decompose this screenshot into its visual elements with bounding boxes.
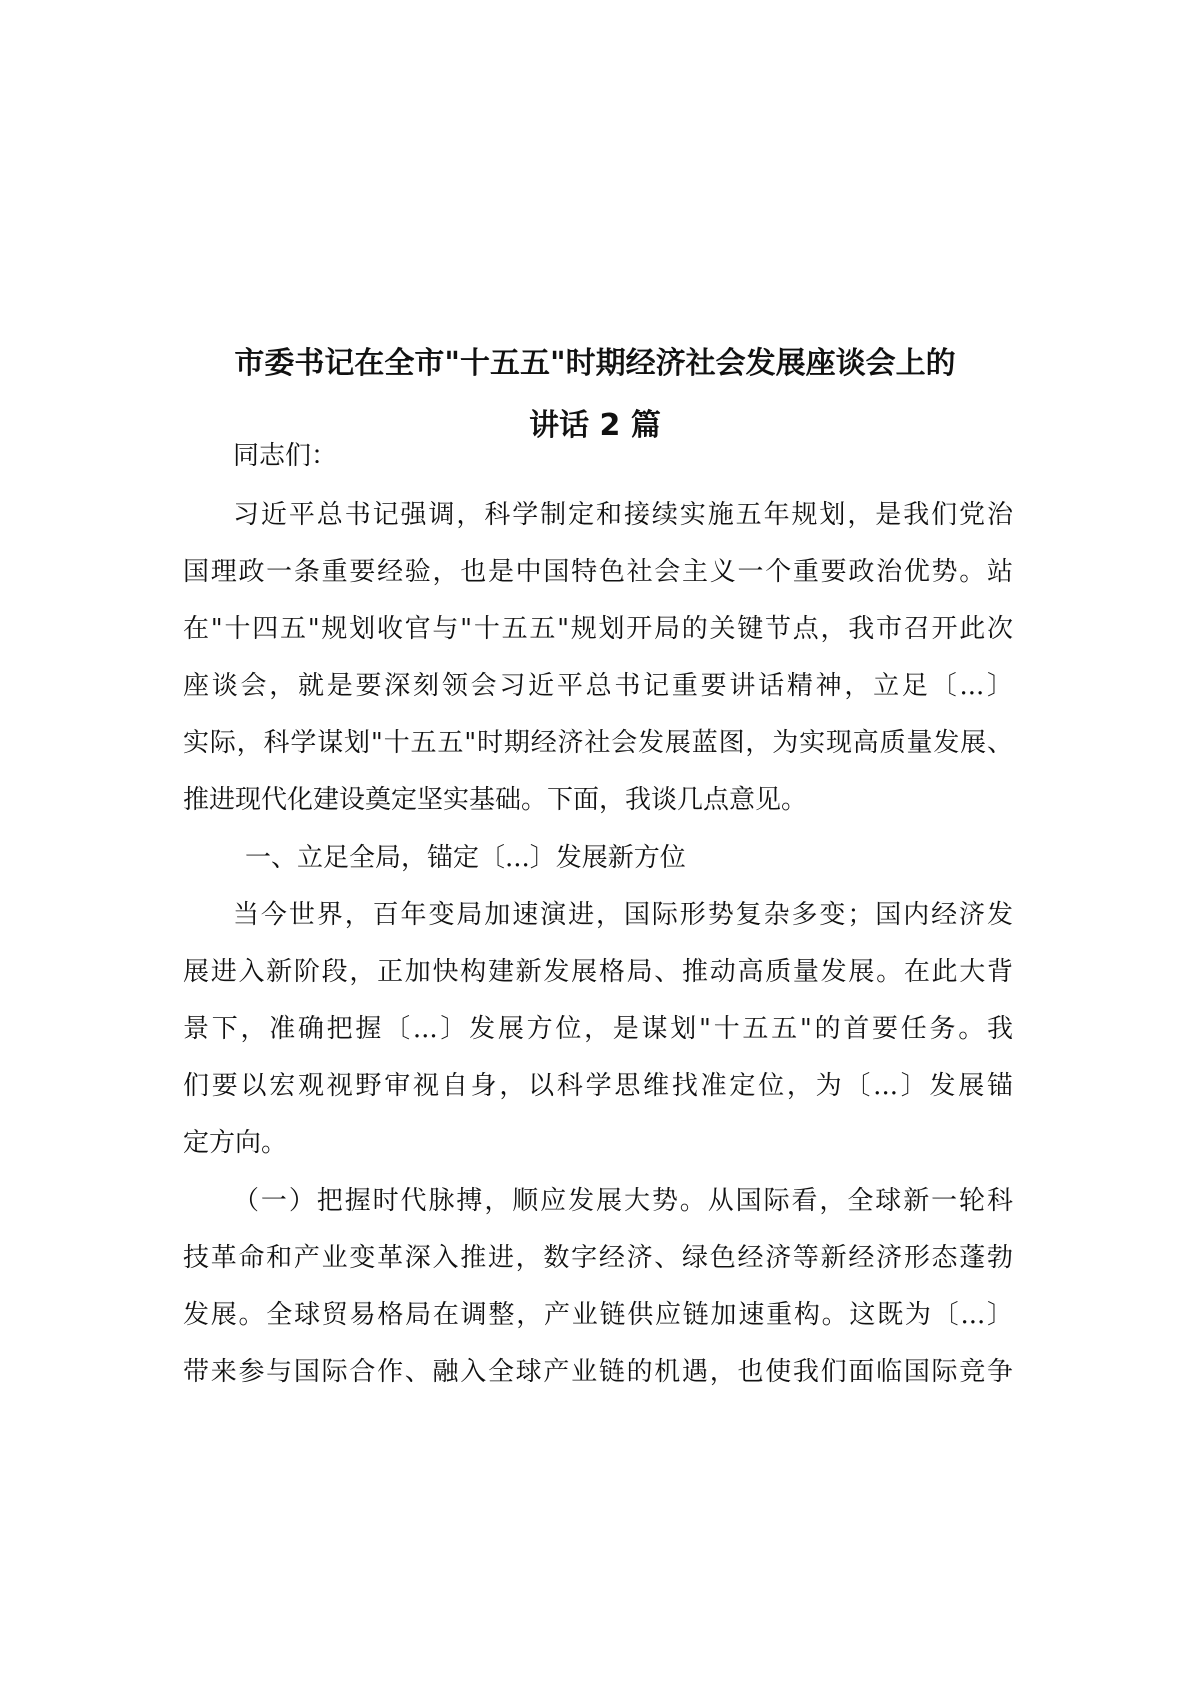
paragraph-line: 展进入新阶段，正加快构建新发展格局、推动高质量发展。在此大背 xyxy=(183,957,1013,987)
section-heading: 一、立足全局，锚定〔...〕发展新方位 xyxy=(245,843,686,873)
paragraph-line: 发展。全球贸易格局在调整，产业链供应链加速重构。这既为〔...〕 xyxy=(183,1300,1013,1330)
document-title-line-1: 市委书记在全市"十五五"时期经济社会发展座谈会上的 xyxy=(234,346,956,381)
paragraph-line: 习近平总书记强调，科学制定和接续实施五年规划，是我们党治 xyxy=(233,500,1013,530)
salutation: 同志们： xyxy=(233,441,338,471)
paragraph-line: 定方向。 xyxy=(183,1128,288,1158)
paragraph-line: 推进现代化建设奠定坚实基础。下面，我谈几点意见。 xyxy=(183,785,808,815)
paragraph-line: 们要以宏观视野审视自身，以科学思维找准定位，为〔...〕发展锚 xyxy=(183,1071,1013,1101)
paragraph-line: 在"十四五"规划收官与"十五五"规划开局的关键节点，我市召开此次 xyxy=(183,614,1013,644)
document-title-line-2: 讲话 2 篇 xyxy=(529,408,661,443)
paragraph-line: 国理政一条重要经验，也是中国特色社会主义一个重要政治优势。站 xyxy=(183,557,1013,587)
paragraph-line: 技革命和产业变革深入推进，数字经济、绿色经济等新经济形态蓬勃 xyxy=(183,1243,1013,1273)
paragraph-line: 实际，科学谋划"十五五"时期经济社会发展蓝图，为实现高质量发展、 xyxy=(183,728,1013,758)
paragraph-line: 当今世界，百年变局加速演进，国际形势复杂多变；国内经济发 xyxy=(233,900,1013,930)
paragraph-line: 景下，准确把握〔...〕发展方位，是谋划"十五五"的首要任务。我 xyxy=(183,1014,1013,1044)
paragraph-line: （一）把握时代脉搏，顺应发展大势。从国际看，全球新一轮科 xyxy=(233,1186,1013,1216)
paragraph-line: 带来参与国际合作、融入全球产业链的机遇，也使我们面临国际竞争 xyxy=(183,1357,1013,1387)
paragraph-line: 座谈会，就是要深刻领会习近平总书记重要讲话精神，立足〔...〕 xyxy=(183,671,1013,701)
